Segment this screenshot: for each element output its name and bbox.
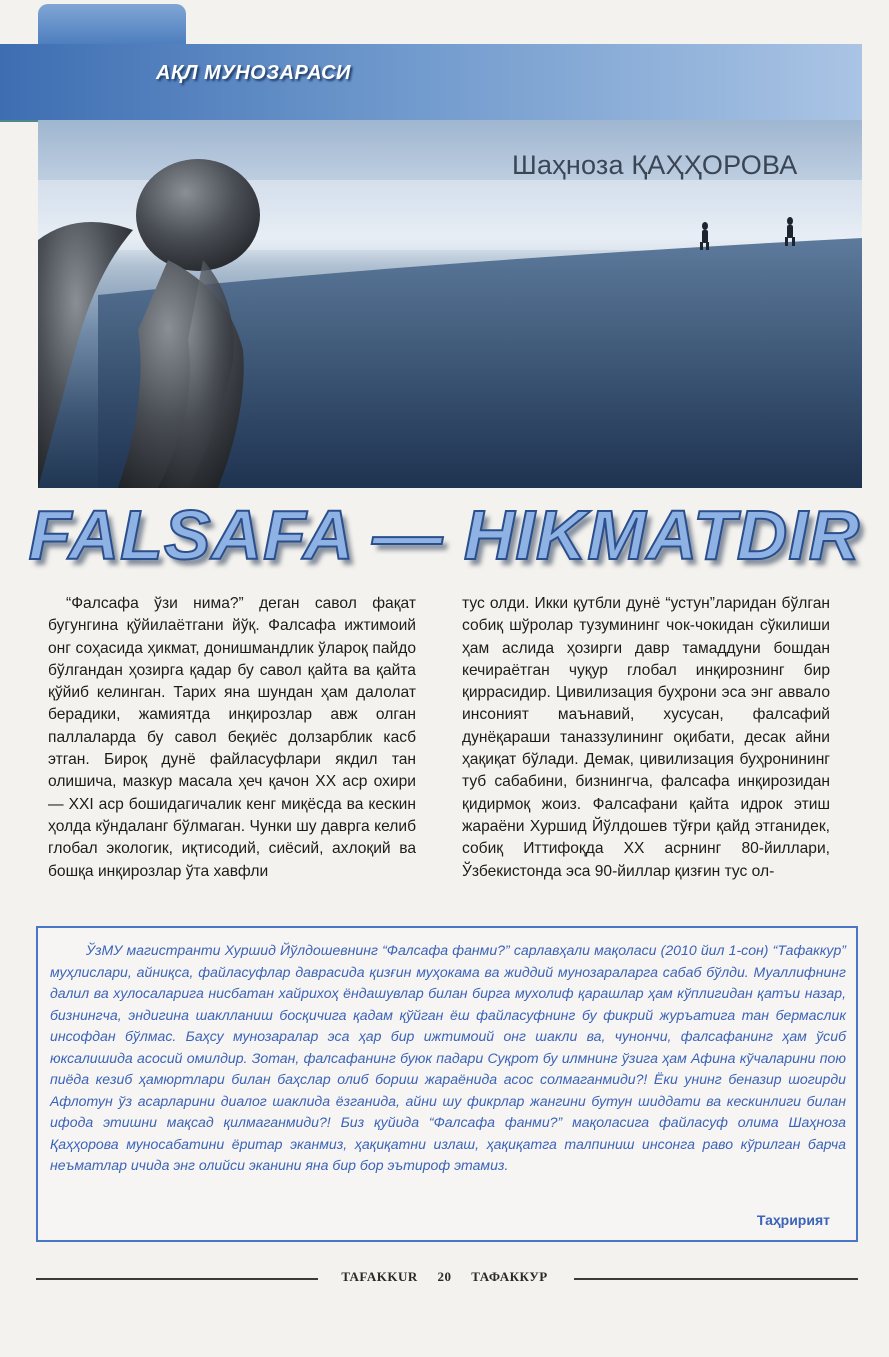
- editorial-signature: Таҳририят: [756, 1212, 830, 1228]
- article-title: FALSAFA — HIKMATDIR: [28, 496, 861, 574]
- author-name: Шаҳноза ҚАҲҲОРОВА: [512, 150, 798, 180]
- editorial-note-text: ЎзМУ магистранти Хуршид Йўлдошевнинг “Фалсафа фанми?” сарлавҳали мақоласи (2010 йил 1-сон) “Тафаккур” муҳлислари, айниқса, файласуфлар даврасида қизғин муҳокама ва жиддий мунозараларга сабаб бўлди. Муаллифнинг далил ва хулосаларига нисбатан хайрихоҳ ёндашувлар билан бирга мухолиф қарашлар ҳам кўплигидан қатъи назар, бизнингча, эндигина шаклланиш босқичига қадам қўйган ёш файласуфнинг бу фикрий журъатига тан бермаслик инсофдан бўлмас. Баҳсу мунозаралар эса ҳар бир ижтимоий онг шакли ва, чунончи, фалсафанинг ҳам ўсиб юксалишида асосий омилдир. Зотан, фалсафанинг буюк падари Суқрот бу илмнинг ўзига ҳам Афина кўчаларини пою пиёда кезиб ҳамюртлари билан баҳслар олиб бориш жараёнида асос солмаганмиди?! Ёки унинг беназир шогирди Афлотун ўз асарларини диалог шаклида ёзганида, айни шу фикрлар жангини бутун шиддати ва кескинлиги билан ифода этишни мақсад қилмаганмиди?! Биз қуйида “Фалсафа фанми?” мақоласига файласуф олима Шаҳноза Қаҳҳорова муносабатини ёритар эканмиз, ҳақиқатни излаш, ҳақиқатга талпиниш инсонга раво кўрилган барча неъматлар ичида энг олийси эканини яна бир бор эътироф этамиз.: [50, 942, 846, 1173]
- footer-magazine-latin: TAFAKKUR: [341, 1269, 418, 1284]
- page-number: 20: [437, 1269, 452, 1284]
- footer: [0, 1269, 889, 1285]
- header-tab: [38, 4, 186, 44]
- header-band: [0, 44, 862, 120]
- section-title: АҚЛ МУНОЗАРАСИ: [156, 62, 351, 84]
- footer-magazine-cyrillic: ТАФАККУР: [471, 1269, 548, 1284]
- editorial-note-box: [36, 926, 858, 1242]
- article-column-left: “Фалсафа ўзи нима?” деган савол фақат бугунгина қўйилаётгани йўқ. Фалсафа ижтимоий онг соҳасида ҳикмат, донишмандлик ўлароқ пайдо бўлгандан ҳозирга қадар бу савол қайта ва қайта қўйиб келинган. Тарих яна шундан ҳам далолат берадики, жамиятда инқирозлар авж олган паллаларда бу савол беқиёс долзарблик касб этган. Бироқ дунё файласуфлари якдил тан олишича, мазкур масала ҳеч қачон XX аср охири — XXI аср бошидагичалик кенг миқёсда ва кескин ҳолда кўндаланг бўлмаган. Чунки шу даврга келиб глобал экологик, иқтисодий, сиёсий, ахлоқий ва бошқа инқирозлар ўта хавфли: [48, 595, 416, 880]
- article-column-right: тус олди. Икки қутбли дунё “устун”ларидан бўлган собиқ шўролар тузумининг чок-чокидан сўкилиши ҳам аслида ҳозирги давр тамаддуни бошдан кечираётган чуқур глобал инқирознинг бир қиррасидир. Цивилизация буҳрони эса энг аввало инсоният маънавий, хусусан, фалсафий дунёқараши таназзулининг оқибати, десак айни ҳақиқат бўлади. Демак, цивилизация буҳронининг туб сабабини, бизнингча, фалсафа инқирозидан қидирмоқ жоиз. Фалсафани қайта идрок этиш жараёни Хуршид Йўлдошев тўғри қайд этганидек, собиқ Иттифоқда XX асрнинг 80-йиллари, Ўзбекистонда эса 90-йиллар қизғин тус ол-: [462, 595, 830, 880]
